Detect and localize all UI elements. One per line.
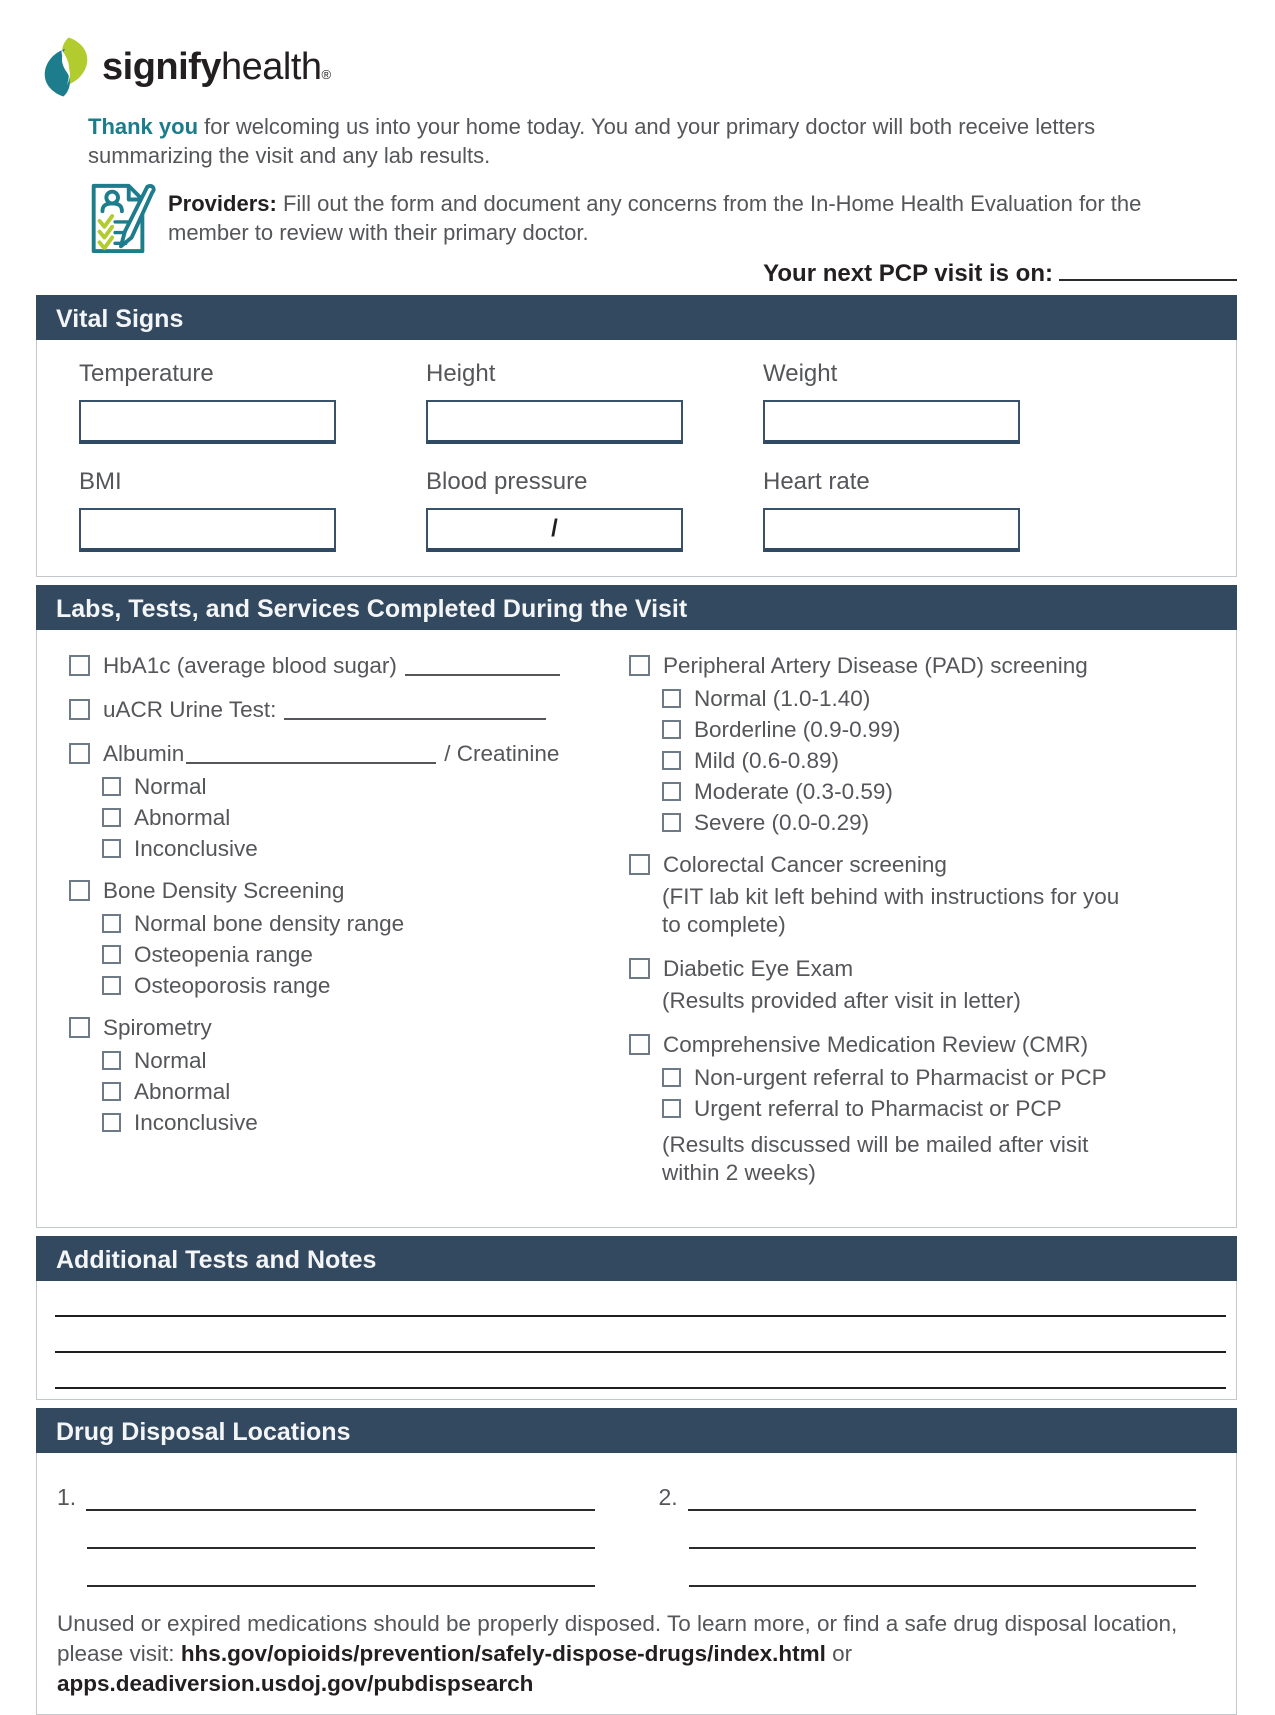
checkbox[interactable] xyxy=(102,839,121,858)
disposal-item xyxy=(659,1477,1197,1587)
checkbox[interactable] xyxy=(69,880,90,901)
checkbox[interactable] xyxy=(629,958,650,979)
notes-write-line[interactable] xyxy=(55,1281,1226,1317)
lab-sub-label: Normal bone density range xyxy=(134,910,405,936)
disposal-write-line[interactable] xyxy=(689,1511,1197,1549)
lab-sub-label: Non-urgent referral to Pharmacist or PCP xyxy=(694,1064,1107,1090)
lab-sub-label: Normal (1.0-1.40) xyxy=(694,685,871,711)
disposal-write-line[interactable] xyxy=(689,1549,1197,1587)
lab-item xyxy=(629,955,1216,1015)
vital-signs-fields xyxy=(37,340,1236,576)
checkbox[interactable] xyxy=(662,813,681,832)
additional-notes-header: Additional Tests and Notes xyxy=(36,1236,1237,1281)
disposal-write-line[interactable] xyxy=(688,1477,1196,1511)
lab-sub-label: Abnormal xyxy=(134,1078,231,1104)
lab-item xyxy=(629,1031,1216,1187)
write-in-blank[interactable] xyxy=(186,740,436,764)
vital-field xyxy=(79,468,426,552)
providers-instruction xyxy=(78,181,1237,255)
vital-field-label: Blood pressure xyxy=(426,467,588,495)
lab-item-row xyxy=(69,740,629,768)
write-in-blank[interactable] xyxy=(405,652,560,676)
lab-sub-label: Abnormal xyxy=(134,804,231,830)
lab-sub-label: Borderline (0.9-0.99) xyxy=(694,716,901,742)
lab-item-row xyxy=(69,696,629,724)
checkbox[interactable] xyxy=(662,689,681,708)
disposal-write-line[interactable] xyxy=(87,1511,595,1549)
lab-item-label: Diabetic Eye Exam xyxy=(663,955,854,981)
labs-columns xyxy=(37,630,1236,1227)
lab-sub-label: Osteopenia range xyxy=(134,941,313,967)
lab-sub-row xyxy=(102,942,629,967)
lab-sub-label: Mild (0.6-0.89) xyxy=(694,747,840,773)
additional-notes-lines xyxy=(37,1281,1236,1399)
drug-disposal-footer: Unused or expired medications should be properly disposed. To learn more, or find a safe drug disposal location, please visit: hhs.gov/opioids/prevention/safely-dispose-drugs/index.html or apps.deadiversion.usdoj.gov/pubdispsearch xyxy=(57,1610,1178,1697)
lab-item-note: (FIT lab kit left behind with instructions for you to complete) xyxy=(662,883,1120,937)
lab-item xyxy=(629,851,1216,939)
disposal-item-number: 2. xyxy=(658,1483,678,1510)
lab-item-label: Comprehensive Medication Review (CMR) xyxy=(663,1031,1089,1057)
next-pcp-visit-blank[interactable] xyxy=(1059,259,1237,281)
lab-item-label: uACR Urine Test: xyxy=(103,696,277,722)
lab-item-label: Peripheral Artery Disease (PAD) screening xyxy=(663,652,1088,678)
hhs-disposal-link: hhs.gov/opioids/prevention/safely-dispose-drugs/index.html xyxy=(180,1640,826,1666)
lab-sub-row xyxy=(102,805,629,830)
lab-sub-row xyxy=(102,911,629,936)
next-pcp-visit-row xyxy=(36,259,1237,287)
lab-sub-row xyxy=(102,1048,629,1073)
checkbox[interactable] xyxy=(69,655,90,676)
checkbox[interactable] xyxy=(629,1034,650,1055)
lab-item-note: (Results provided after visit in letter) xyxy=(662,987,1021,1013)
checkbox[interactable] xyxy=(662,782,681,801)
disposal-item-first-row xyxy=(57,1477,595,1511)
drug-disposal-section xyxy=(36,1408,1237,1715)
lab-item-note: (Results discussed will be mailed after visit within 2 weeks) xyxy=(662,1131,1089,1185)
vital-field-label: Heart rate xyxy=(763,467,870,495)
checkbox[interactable] xyxy=(629,854,650,875)
brand-name: signifyhealth® xyxy=(102,45,331,88)
lab-sub-label: Normal xyxy=(134,1047,207,1073)
labs-column-right xyxy=(629,652,1216,1203)
lab-item-suffix: / Creatinine xyxy=(444,740,560,766)
checkbox[interactable] xyxy=(102,976,121,995)
lab-item xyxy=(629,652,1216,835)
vital-field-input[interactable] xyxy=(763,400,1020,444)
lab-sub-row xyxy=(102,973,629,998)
lab-item xyxy=(69,696,629,724)
disposal-write-line[interactable] xyxy=(87,1549,595,1587)
labs-column-left xyxy=(69,652,629,1203)
vital-field xyxy=(426,468,763,552)
drug-disposal-header: Drug Disposal Locations xyxy=(36,1408,1237,1453)
lab-item-row xyxy=(69,877,629,905)
disposal-item-first-row xyxy=(659,1477,1197,1511)
lab-item-label: Spirometry xyxy=(103,1014,212,1040)
write-in-blank[interactable] xyxy=(284,696,546,720)
lab-item-row xyxy=(629,851,1216,879)
thank-you-highlight: Thank you xyxy=(88,114,199,139)
additional-notes-section xyxy=(36,1236,1237,1400)
lab-sub-row xyxy=(662,748,1216,773)
disposal-write-line[interactable] xyxy=(86,1477,594,1511)
lab-item xyxy=(69,1014,629,1135)
checkbox[interactable] xyxy=(102,1082,121,1101)
lab-sub-label: Inconclusive xyxy=(134,1109,258,1135)
checkbox[interactable] xyxy=(69,699,90,720)
checkbox[interactable] xyxy=(102,914,121,933)
lab-sub-label: Osteoporosis range xyxy=(134,972,331,998)
lab-sub-row xyxy=(102,1079,629,1104)
dea-disposal-link: apps.deadiversion.usdoj.gov/pubdispsearch xyxy=(57,1671,534,1697)
lab-item-label: Colorectal Cancer screening xyxy=(663,851,947,877)
providers-text: Providers: Fill out the form and document any concerns from the In-Home Health Evaluation for the member to review with their primary doctor. xyxy=(168,190,1142,245)
lab-sub-row xyxy=(662,779,1216,804)
lab-item-label: Albumin xyxy=(103,740,185,766)
drug-disposal-columns xyxy=(57,1477,1196,1587)
notes-write-line[interactable] xyxy=(55,1317,1226,1353)
checkbox[interactable] xyxy=(69,1017,90,1038)
checkbox[interactable] xyxy=(102,808,121,827)
vital-signs-header: Vital Signs xyxy=(36,295,1237,340)
drug-disposal-body xyxy=(37,1453,1236,1714)
checkbox[interactable] xyxy=(102,777,121,796)
lab-item xyxy=(69,877,629,998)
checkbox[interactable] xyxy=(102,945,121,964)
lab-item-row xyxy=(629,955,1216,983)
vital-field-input[interactable] xyxy=(426,508,683,552)
vital-field-label: Temperature xyxy=(79,359,214,387)
clipboard-checklist-icon xyxy=(78,181,160,255)
checkbox[interactable] xyxy=(662,751,681,770)
lab-sub-row xyxy=(662,686,1216,711)
lab-item-label: Bone Density Screening xyxy=(103,877,345,903)
bp-divider: / xyxy=(551,514,558,542)
disposal-item-number: 1. xyxy=(57,1483,77,1510)
notes-write-line[interactable] xyxy=(55,1353,1226,1389)
checkbox[interactable] xyxy=(662,1099,681,1118)
lab-item xyxy=(69,652,629,680)
vital-field xyxy=(426,360,763,444)
vital-field-input[interactable] xyxy=(426,400,683,444)
lab-sub-label: Normal xyxy=(134,773,207,799)
lab-sub-label: Inconclusive xyxy=(134,835,258,861)
checkbox[interactable] xyxy=(662,1068,681,1087)
checkbox[interactable] xyxy=(102,1113,121,1132)
vital-field-input[interactable] xyxy=(79,400,336,444)
checkbox[interactable] xyxy=(69,743,90,764)
vital-field-label: BMI xyxy=(79,467,122,495)
lab-item-row xyxy=(629,652,1216,680)
vital-field xyxy=(763,468,1206,552)
checkbox[interactable] xyxy=(629,655,650,676)
lab-sub-row xyxy=(102,836,629,861)
lab-item xyxy=(69,740,629,861)
vital-field xyxy=(763,360,1206,444)
lab-sub-row xyxy=(662,717,1216,742)
vital-field-input[interactable] xyxy=(79,508,336,552)
lab-sub-label: Moderate (0.3-0.59) xyxy=(694,778,893,804)
labs-header: Labs, Tests, and Services Completed During the Visit xyxy=(36,585,1237,630)
vital-field xyxy=(79,360,426,444)
brand-logo xyxy=(40,34,1237,100)
lab-sub-row xyxy=(662,1096,1216,1121)
intro-paragraph: Thank you for welcoming us into your home today. You and your primary doctor will both receive letters summarizing the visit and any lab results. xyxy=(88,114,1096,169)
vital-field-input[interactable] xyxy=(763,508,1020,552)
lab-item-row xyxy=(629,1031,1216,1059)
next-pcp-visit-label: Your next PCP visit is on: xyxy=(763,259,1053,287)
checkbox[interactable] xyxy=(102,1051,121,1070)
checkbox[interactable] xyxy=(662,720,681,739)
lab-sub-row xyxy=(662,810,1216,835)
lab-sub-label: Severe (0.0-0.29) xyxy=(694,809,870,835)
providers-label: Providers: xyxy=(168,190,277,216)
lab-item-row xyxy=(69,1014,629,1042)
lab-sub-row xyxy=(102,774,629,799)
lab-sub-row xyxy=(102,1110,629,1135)
labs-section xyxy=(36,585,1237,1228)
vital-signs-section xyxy=(36,295,1237,577)
vital-field-label: Weight xyxy=(763,359,838,387)
vital-field-label: Height xyxy=(426,359,496,387)
lab-item-row xyxy=(69,652,629,680)
disposal-item xyxy=(57,1477,595,1587)
lab-sub-row xyxy=(662,1065,1216,1090)
lab-sub-label: Urgent referral to Pharmacist or PCP xyxy=(694,1095,1062,1121)
signify-leaf-icon xyxy=(40,35,92,99)
lab-item-label: HbA1c (average blood sugar) xyxy=(103,652,397,678)
